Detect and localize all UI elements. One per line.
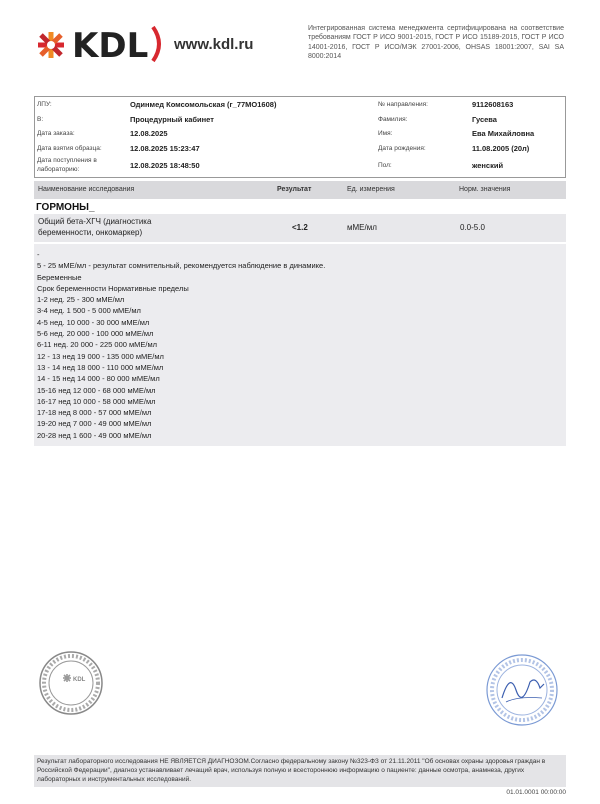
- note-line: 12 - 13 нед 19 000 - 135 000 мМЕ/мл: [37, 351, 164, 361]
- signature-stamp-icon: [484, 652, 560, 728]
- note-line: 5-6 нед. 20 000 - 100 000 мМЕ/мл: [37, 329, 154, 339]
- birth-value: 11.08.2005 (20л): [472, 144, 530, 153]
- kdl-round-stamp-icon: [38, 650, 104, 716]
- note-line: 16-17 нед 10 000 - 58 000 мМЕ/мл: [37, 396, 156, 406]
- v-value: Процедурный кабинет: [130, 115, 214, 124]
- v-label: В:: [37, 116, 44, 123]
- note-line: 14 - 15 нед 14 000 - 80 000 мМЕ/мл: [37, 374, 160, 384]
- note-line: 1-2 нед. 25 - 300 мМЕ/мл: [37, 295, 125, 305]
- order-date-value: 12.08.2025: [130, 129, 168, 138]
- col-result-header: Результат: [277, 186, 312, 193]
- note-line: 17-18 нед 8 000 - 57 000 мМЕ/мл: [37, 408, 152, 418]
- kdl-logo-text: KDL: [72, 26, 149, 66]
- result-row: [34, 214, 566, 242]
- footer-code: 01.01.0001 00:00:00: [506, 789, 566, 796]
- result-value: <1.2: [292, 223, 308, 232]
- lpu-value: Одинмед Комсомольская (г_77МО1608): [130, 100, 277, 109]
- arrival-label-1: Дата поступления в: [37, 157, 97, 164]
- note-line: 15-16 нед 12 000 - 68 000 мМЕ/мл: [37, 385, 156, 395]
- order-date-label: Дата заказа:: [37, 130, 75, 137]
- sex-value: женский: [472, 161, 504, 170]
- col-units-header: Ед. измерения: [347, 186, 395, 193]
- result-norm: 0.0-5.0: [460, 223, 485, 232]
- referral-value: 9112608163: [472, 100, 514, 109]
- certification-text: Интегрированная система менеджмента сертифицирована на соответствие требованиям ГОСТ Р ИСО 9001-2015, ГОСТ Р ИСО 15189-2015, ГОСТ Р ИСО 14001-2016, ГОСТ Р ИСО/МЭК 27001-2006, OHSAS 18001:2007, SAI SA 8000:2014: [308, 25, 564, 61]
- note-line: 6-11 нед. 20 000 - 225 000 мМЕ/мл: [37, 340, 158, 350]
- surname-value: Гусева: [472, 115, 497, 124]
- result-units: мМЕ/мл: [347, 223, 377, 232]
- arrival-label-2: лабораторию:: [37, 166, 80, 173]
- note-line: Срок беременности Нормативные пределы: [37, 283, 189, 293]
- col-norm-header: Норм. значения: [459, 186, 511, 193]
- referral-label: № направления:: [378, 101, 428, 108]
- site-url: www.kdl.ru: [174, 36, 254, 53]
- logo-bracket-icon: [150, 24, 168, 64]
- kdl-logo-mark-icon: [34, 28, 68, 62]
- arrival-value: 12.08.2025 18:48:50: [130, 161, 200, 170]
- footer-disclaimer: Результат лабораторного исследования НЕ ЯВЛЯЕТСЯ ДИАГНОЗОМ.Согласно федеральному закону №323-ФЗ от 21.11.2011 "Об основах охраны здоровья граждан в Российской Федерации", диагноз устанавливает лечащий врач, используя полную и всестороннюю информацию о пациенте: данные осмотра, анамнеза, других лабораторных и инструментальных исследований.: [34, 755, 566, 787]
- note-line: 4-5 нед. 10 000 - 30 000 мМЕ/мл: [37, 317, 150, 327]
- surname-label: Фамилия:: [378, 116, 408, 123]
- note-line: 20-28 нед 1 600 - 49 000 мМЕ/мл: [37, 430, 152, 440]
- test-name-line-1: Общий бета-ХГЧ (диагностика: [38, 217, 152, 226]
- sample-date-label: Дата взятия образца:: [37, 145, 102, 152]
- lpu-label: ЛПУ:: [37, 101, 52, 108]
- section-title: ГОРМОНЫ_: [36, 202, 95, 213]
- note-line: Беременные: [37, 272, 82, 282]
- note-line: 19-20 нед 7 000 - 49 000 мМЕ/мл: [37, 419, 152, 429]
- note-line: 5 - 25 мМЕ/мл - результат сомнительный, рекомендуется наблюдение в динамике.: [37, 261, 326, 271]
- col-name-header: Наименование исследования: [38, 186, 135, 193]
- sex-label: Пол:: [378, 162, 392, 169]
- note-line: 13 - 14 нед 18 000 - 110 000 мМЕ/мл: [37, 362, 164, 372]
- name-label: Имя:: [378, 130, 393, 137]
- birth-label: Дата рождения:: [378, 145, 426, 152]
- reference-notes: [34, 244, 566, 446]
- results-header-row: [34, 181, 566, 199]
- stamp-center-text: KDL: [73, 677, 86, 683]
- name-value: Ева Михайловна: [472, 129, 535, 138]
- note-line: 3-4 нед. 1 500 - 5 000 мМЕ/мл: [37, 306, 141, 316]
- sample-date-value: 12.08.2025 15:23:47: [130, 144, 200, 153]
- note-line: -: [37, 250, 40, 259]
- test-name-line-2: беременности, онкомаркер): [38, 228, 143, 237]
